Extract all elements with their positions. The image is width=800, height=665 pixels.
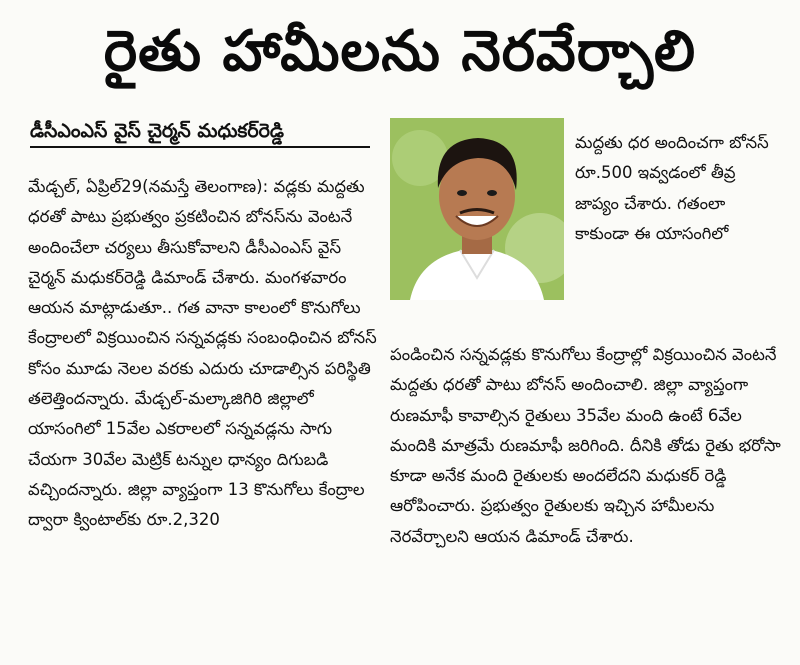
article-column-right-top bbox=[575, 128, 780, 249]
headline: రైతు హామీలను నెరవేర్చాలి bbox=[103, 19, 697, 84]
subheadline: డీసీఎంఎస్ వైస్ చైర్మన్ మధుకర్‌రెడ్డి bbox=[30, 118, 370, 148]
body-text-left: వడ్లకు మద్దతు ధరతో పాటు ప్రభుత్వం ప్రకటించిన బోనస్‌ను వెంటనే అందించేలా చర్యలు తీసుకోవాలని డీసీఎంఎస్ వైస్ చైర్మన్ మధుకర్‌రెడ్డి డిమాండ్ చేశారు. మంగళవారం ఆయన మాట్లాడుతూ.. గత వానా కాలంలో కొనుగోలు కేంద్రాలలో విక్రయించిన సన్నవడ్లకు సంబంధించిన బోనస్ కోసం మూడు నెలల వరకు ఎదురు చూడాల్సిన పరిస్థితి తలెత్తిందన్నారు. మేడ్చల్-మల్కాజిగిరి జిల్లాలో యాసంగిలో 15వేల ఎకరాలలో సన్నవడ్లను సాగు చేయగా 30వేల మెట్రిక్ టన్నుల ధాన్యం దిగుబడి వచ్చిందన్నారు. జిల్లా వ్యాప్తంగా 13 కొనుగోలు కేంద్రాల ద్వారా క్వింటాల్‌కు రూ.2,320 bbox=[28, 177, 377, 530]
body-text-right-bottom: పండించిన సన్నవడ్లకు కొనుగోలు కేంద్రాల్లో విక్రయించిన వెంటనే మద్దతు ధరతో పాటు బోనస్ అందించాలి. జిల్లా వ్యాప్తంగా రుణమాఫీ కావాల్సిన రైతులు 35వేల మంది ఉంటే 6వేల మందికి మాత్రమే రుణమాఫీ జరిగింది. దీనికి తోడు రైతు భరోసా కూడా అనేక మంది రైతులకు అందలేదని మధుకర్ రెడ్డి ఆరోపించారు. ప్రభుత్వం రైతులకు ఇచ్చిన హామీలను నెరవేర్చాలని ఆయన డిమాండ్ చేశారు. bbox=[390, 345, 781, 546]
article-column-left bbox=[28, 172, 378, 536]
portrait-photo bbox=[390, 118, 564, 300]
dateline: మేడ్చల్, ఏప్రిల్29(నమస్తే తెలంగాణ): bbox=[28, 177, 269, 196]
article-column-right-bottom bbox=[390, 340, 785, 552]
article-body-left bbox=[28, 172, 378, 536]
portrait-icon bbox=[390, 118, 564, 300]
body-text-right-top: మద్దతు ధర అందించగా బోనస్ రూ.500 ఇవ్వడంలో తీవ్ర జాప్యం చేశారు. గతంలా కాకుండా ఈ యాసంగిలో bbox=[575, 133, 769, 243]
